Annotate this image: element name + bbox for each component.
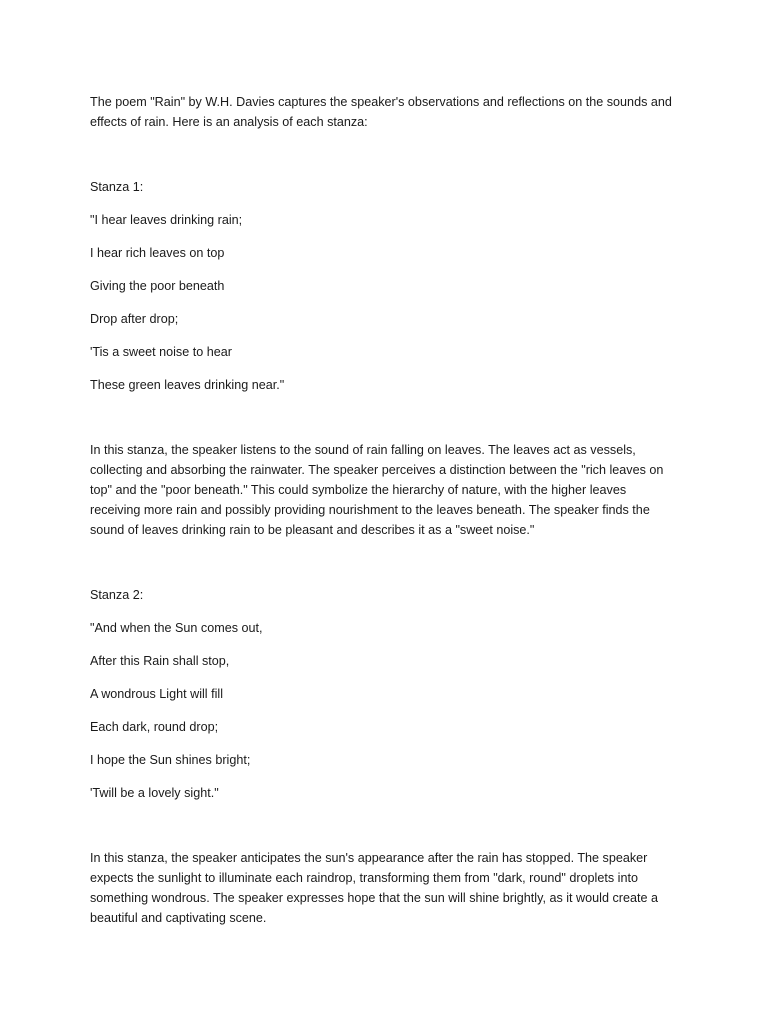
poem-line: I hear rich leaves on top [90,246,225,260]
stanza-2-section [90,585,680,928]
poem-line: These green leaves drinking near." [90,378,285,392]
analysis-paragraph: In this stanza, the speaker anticipates the sun's appearance after the rain has stopped. The speaker expects the sunlight to illuminate each raindrop, transforming them from "dark, round" droplets into something wondrous. The speaker expresses hope that the sun will shine brightly, as it would create a beautiful and captivating scene. [90,851,658,925]
poem-line: "And when the Sun comes out, [90,621,263,635]
poem-line: A wondrous Light will fill [90,687,223,701]
analysis-paragraph: In this stanza, the speaker listens to the sound of rain falling on leaves. The leaves act as vessels, collecting and absorbing the rainwater. The speaker perceives a distinction between the "rich leaves on top" and the "poor beneath." This could symbolize the hierarchy of nature, with the higher leaves receiving more rain and possibly providing nourishment to the leaves beneath. The speaker finds the sound of leaves drinking rain to be pleasant and describes it as a "sweet noise." [90,443,664,537]
poem-line: 'Tis a sweet noise to hear [90,345,232,359]
poem-line: Giving the poor beneath [90,279,225,293]
stanza-heading: Stanza 1: [90,180,144,194]
poem-line: Each dark, round drop; [90,720,219,734]
poem-line: Drop after drop; [90,312,179,326]
intro-paragraph: The poem "Rain" by W.H. Davies captures the speaker's observations and reflections on the sounds and effects of rain. Here is an analysis of each stanza: [90,95,672,129]
stanza-1-section [90,177,680,540]
stanza-heading: Stanza 2: [90,588,144,602]
document-body [90,92,680,973]
poem-line: 'Twill be a lovely sight." [90,786,219,800]
poem-line: I hope the Sun shines bright; [90,753,251,767]
poem-line: "I hear leaves drinking rain; [90,213,243,227]
poem-line: After this Rain shall stop, [90,654,230,668]
